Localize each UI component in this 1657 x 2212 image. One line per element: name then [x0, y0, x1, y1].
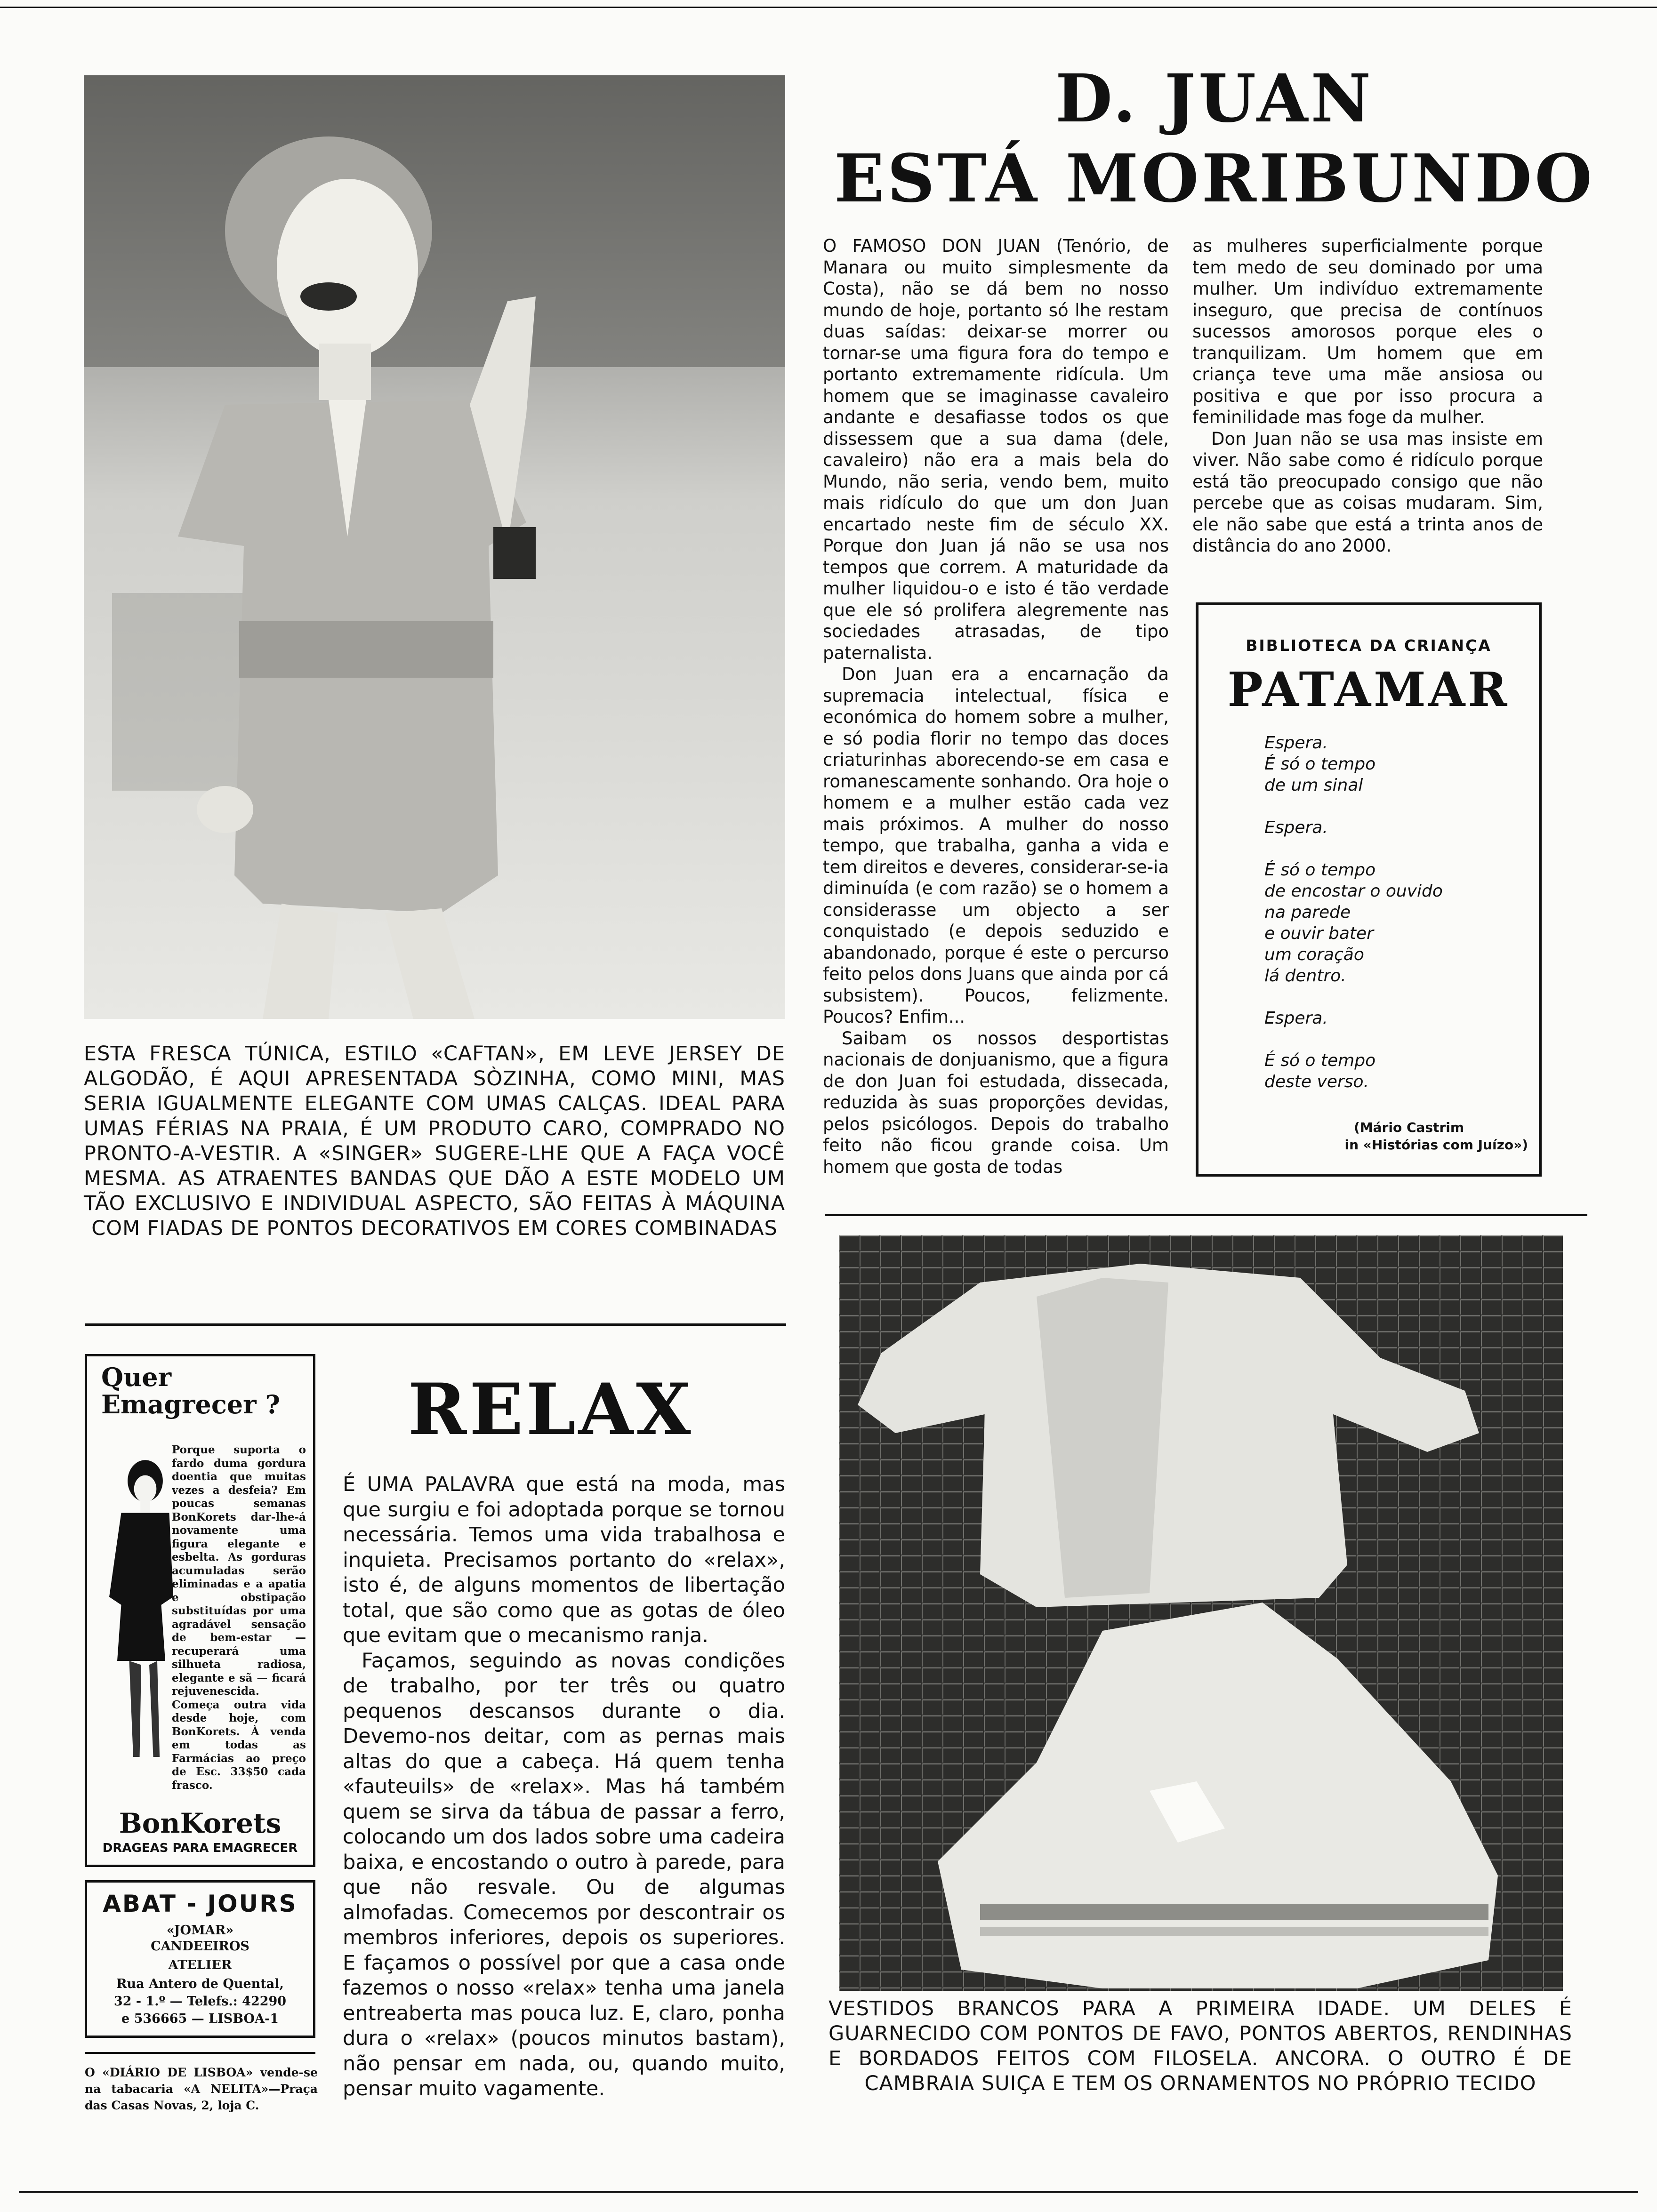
- patamar-source: in «Histórias com Juízo»): [1344, 1137, 1528, 1153]
- relax-headline: RELAX: [408, 1368, 694, 1451]
- djuan-headline-line2: ESTÁ MORIBUNDO: [834, 140, 1595, 217]
- relax-column: [343, 1472, 785, 2140]
- abat-jours-atelier: ATELIER: [168, 1958, 232, 1972]
- abat-jours-candeeiros: CANDEEIROS: [151, 1939, 249, 1954]
- white-baby-dresses-photo: [839, 1235, 1563, 1991]
- poem-line: É só o tempo: [1264, 754, 1376, 774]
- poem-line: deste verso.: [1264, 1072, 1369, 1091]
- bottom-border: [19, 2191, 1638, 2193]
- bonkorets-brand: BonKorets: [119, 1807, 282, 1839]
- bonkorets-body: Porque suporta o fardo duma gordura doentia que muitas vezes a desfeia? Em poucas semanas BonKorets dar-lhe-á novamente uma figura elegante e esbelta. As gorduras acumuladas serão eliminadas e a apatia e obstipação substituídas por uma agradável sensação de bem-estar — recuperará uma silhueta radiosa, elegante e sã — ficará rejuvenescida. Começa outra vida desde hoje, com BonKorets. À venda em todas as Farmácias ao preço de Esc. 33$50 cada frasco.: [172, 1443, 306, 1792]
- patamar-poem: [1264, 732, 1528, 1092]
- patamar-box: [1196, 602, 1542, 1177]
- bonkorets-tagline: DRAGEAS PARA EMAGRECER: [102, 1841, 298, 1855]
- poem-line: É só o tempo: [1264, 860, 1376, 880]
- ads-rule: [85, 2052, 315, 2054]
- poem-line: um coração: [1264, 945, 1364, 964]
- bonkorets-headline-1: Quer: [101, 1362, 172, 1392]
- djuan-column-2: [1192, 235, 1543, 602]
- patamar-title: PATAMAR: [1227, 662, 1510, 717]
- poem-line: lá dentro.: [1264, 966, 1346, 986]
- baby-dresses-photo: [839, 1235, 1563, 1991]
- abat-jours-address-3: e 536665 — LISBOA-1: [121, 2012, 279, 2026]
- djuan-headline-line1: D. JUAN: [1055, 60, 1374, 137]
- poem-line: É só o tempo: [1264, 1051, 1376, 1070]
- poem-line: Espera.: [1264, 733, 1328, 753]
- bonkorets-ad: [85, 1354, 315, 1867]
- poem-line: na parede: [1264, 903, 1351, 922]
- top-border: [0, 7, 1657, 8]
- relax-paragraph-2: Façamos, seguindo as novas condições de trabalho, por ter três ou quatro pequenos descansos durante o dia. Devemo-nos deitar, com as pernas mais altas do que a cabeça. Há quem tenha «fauteuils» de «relax». Mas há também quem se sirva da tábua de passar a ferro, colocando um dos lados sobre uma cadeira baixa, e encostando o outro à parede, para que não resvale. Ou de algumas almofadas. Comecemos por descontrair os membros inferiores, depois os superiores. E façamos o possível por que a casa onde fazemos o nosso «relax» tenha uma janela entreaberta mas pouca luz. E, claro, ponha dura o «relax» (poucos minutos bastam), não pensar em nada, ou, quando muito, pensar muito vagamente.: [343, 1649, 785, 2100]
- poem-line: e ouvir bater: [1264, 924, 1374, 943]
- caftan-photo: [84, 75, 785, 1019]
- djuan-paragraph-1: O FAMOSO DON JUAN (Tenório, de Manara ou muito simplesmente da Costa), não se dá bem no nosso mundo de hoje, portanto só lhe restam duas saídas: deixar-se morrer ou tornar-se uma figura fora do tempo e portanto extremamente ridícula. Um homem que se imaginasse cavaleiro andante e desafiasse todos os que dissessem que a sua dama (dele, cavaleiro) não era a mais bela do Mundo, não seria, vendo bem, muito mais ridículo do que um don Juan encartado neste fim de século XX. Porque don Juan já não se usa nos tempos que correm. A maturidade da mulher liquidou-o e isto é tão verdade que ele só prolifera alegremente nas sociedades atrasadas, de tipo paternalista.: [823, 236, 1169, 663]
- poem-line: de encostar o ouvido: [1264, 882, 1443, 901]
- relax-paragraph-1: É UMA PALAVRA que está na moda, mas que surgiu e foi adoptada porque se tornou necessária. Temos uma vida trabalhosa e inquieta. Precisamos portanto do «relax», isto é, de alguns momentos de libertação total, que são como que as gotas de óleo que evitam que o mecanismo ranja.: [343, 1473, 785, 1647]
- diario-notice: O «DIÁRIO DE LISBOA» vende-se na tabacaria «A NELITA»—Praça das Casas Novas, 2, loja C.: [85, 2066, 318, 2112]
- woman-in-dress-illustration: [101, 1436, 181, 1789]
- section-rule-middle-left: [85, 1323, 786, 1326]
- djuan-paragraph-2: Don Juan era a encarnação da supremacia intelectual, física e económica do homem sobre a mulher, e só podia florir no tempo das doces criaturinhas aborecendo-se em casa e romanescamente sonhando. Ora hoje o homem e a mulher estão cada vez mais próximos. A mulher do nosso tempo, que trabalha, ganha a vida e tem direitos e deveres, considerar-se-ia diminuída (e com razão) se o homem a considerasse um objecto a ser conquistado (e depois seduzido e abandonado, porque é este o percurso feito pelos dons Juans que ainda por cá subsistem). Poucos, felizmente. Poucos? Enfim...: [823, 664, 1169, 1027]
- abat-jours-ad: [85, 1880, 315, 2038]
- section-rule-top-right: [825, 1214, 1587, 1216]
- djuan-paragraph-4: as mulheres superficialmente porque tem medo de seu dominado por uma mulher. Um indivíduo extremamente inseguro, que precisa de contínuos sucessos amorosos porque eles o tranquilizam. Um homem que em criança teve uma mãe ansiosa ou positiva e que por isso procura a feminilidade mas foge da mulher.: [1192, 236, 1543, 427]
- abat-jours-address-1: Rua Antero de Quental,: [116, 1977, 284, 1991]
- abat-jours-shop: «JOMAR»: [166, 1923, 234, 1938]
- poem-line: Espera.: [1264, 818, 1328, 837]
- djuan-paragraph-3: Saibam os nossos desportistas nacionais de donjuanismo, que a figura de don Juan foi estudada, dissecada, reduzida às suas proporções devidas, pelos psicólogos. Depois do trabalho feito não ficou grande coisa. Um homem que gosta de todas: [823, 1028, 1169, 1177]
- abat-jours-title: ABAT - JOURS: [103, 1890, 298, 1917]
- djuan-column-1: [823, 235, 1169, 1191]
- djuan-paragraph-5: Don Juan não se usa mas insiste em viver. Não sabe como é ridículo porque está tão preocupado consigo que não percebe que as coisas mudaram. Sim, ele não sabe que está a trinta anos de distância do ano 2000.: [1192, 428, 1543, 556]
- patamar-author: (Mário Castrim: [1354, 1120, 1464, 1135]
- baby-dresses-caption: VESTIDOS BRANCOS PARA A PRIMEIRA IDADE. UM DELES É GUARNECIDO COM PONTOS DE FAVO, PONTOS ABERTOS, RENDINHAS E BORDADOS FEITOS COM FILOSELA. ANCORA. O OUTRO É DE CAMBRAIA SUIÇA E TEM OS ORNAMENTOS NO PRÓPRIO TECIDO: [828, 1997, 1572, 2095]
- abat-jours-address-2: 32 - 1.º — Telefs.: 42290: [113, 1994, 287, 2009]
- patamar-kicker: BIBLIOTECA DA CRIANÇA: [1246, 636, 1492, 655]
- poem-line: Espera.: [1264, 1009, 1328, 1028]
- bonkorets-headline-2: Emagrecer ?: [101, 1389, 280, 1419]
- woman-in-caftan-tunic-photo: [84, 75, 785, 1019]
- caftan-caption: ESTA FRESCA TÚNICA, ESTILO «CAFTAN», EM LEVE JERSEY DE ALGODÃO, É AQUI APRESENTADA SÒZINHA, COMO MINI, MAS SERIA IGUALMENTE ELEGANTE COM UMAS CALÇAS. IDEAL PARA UMAS FÉRIAS NA PRAIA, É UM PRODUTO CARO, COMPRADO NO PRONTO-A-VESTIR. A «SINGER» SUGERE-LHE QUE A FAÇA VOCÊ MESMA. AS ATRAENTES BANDAS QUE DÃO A ESTE MODELO UM TÃO EXCLUSIVO E INDIVIDUAL ASPECTO, SÃO FEITAS À MÁQUINA COM FIADAS DE PONTOS DECORATIVOS EM CORES COMBINADAS: [84, 1042, 785, 1240]
- poem-line: de um sinal: [1264, 776, 1363, 795]
